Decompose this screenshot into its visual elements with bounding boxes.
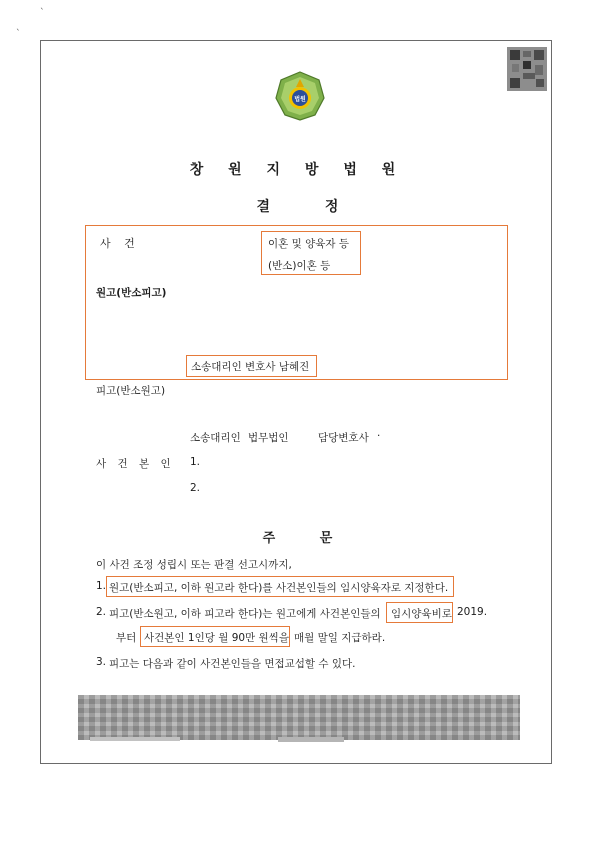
order-item-2-from: 부터 (116, 632, 137, 644)
order-item-1-text: 원고(반소피고, 이하 원고라 한다)를 사건본인들의 임시양육자로 지정한다. (109, 582, 449, 594)
order-item-1-number: 1. (96, 580, 107, 592)
order-caption: 주 문 (262, 531, 333, 546)
document-title: 결 정 (256, 199, 339, 215)
redacted-line (278, 737, 344, 742)
redacted-line (90, 737, 180, 741)
case-name-primary: 이혼 및 양육자 등 (268, 238, 350, 250)
plaintiff-label: 원고(반소피고) (96, 287, 167, 299)
order-intro: 이 사건 조정 성립시 또는 판결 선고시까지, (96, 559, 292, 571)
court-emblem-icon (274, 70, 326, 122)
principal-item-2: 2. (190, 482, 201, 494)
redacted-block (78, 695, 520, 740)
case-label: 사 건 (100, 237, 140, 250)
defendant-lawyer-label: 담당변호사 (318, 432, 369, 444)
support-amount: 사건본인 1인당 월 90만 원씩을 (144, 632, 289, 644)
plaintiff-counsel: 소송대리인 변호사 남혜진 (191, 361, 310, 373)
redaction-dot: · (377, 430, 381, 442)
defendant-label: 피고(반소원고) (96, 385, 166, 397)
defendant-firm-label: 법무법인 (248, 432, 289, 444)
defendant-counsel-label: 소송대리인 (190, 432, 241, 444)
principal-item-1: 1. (190, 456, 201, 468)
order-item-3-text: 피고는 다음과 같이 사건본인들을 면접교섭할 수 있다. (109, 658, 356, 670)
order-item-3-number: 3. (96, 656, 107, 668)
order-item-2-year: 2019. (457, 606, 488, 618)
order-item-2-number: 2. (96, 606, 107, 618)
child-support-label: 임시양육비로 (391, 608, 452, 620)
scan-mark: ` (16, 29, 21, 39)
principals-label: 사 건 본 인 (96, 458, 175, 470)
order-item-2-payment: 매월 말일 지급하라. (294, 632, 386, 644)
scan-mark: ` (40, 8, 45, 18)
svg-text:법원: 법원 (294, 96, 306, 103)
case-name-counter: (반소)이혼 등 (268, 260, 331, 272)
court-name: 창 원 지 방 법 원 (189, 162, 406, 178)
order-item-2-text: 피고(반소원고, 이하 피고라 한다)는 원고에게 사건본인들의 (109, 608, 381, 620)
qr-code-icon (507, 47, 547, 91)
